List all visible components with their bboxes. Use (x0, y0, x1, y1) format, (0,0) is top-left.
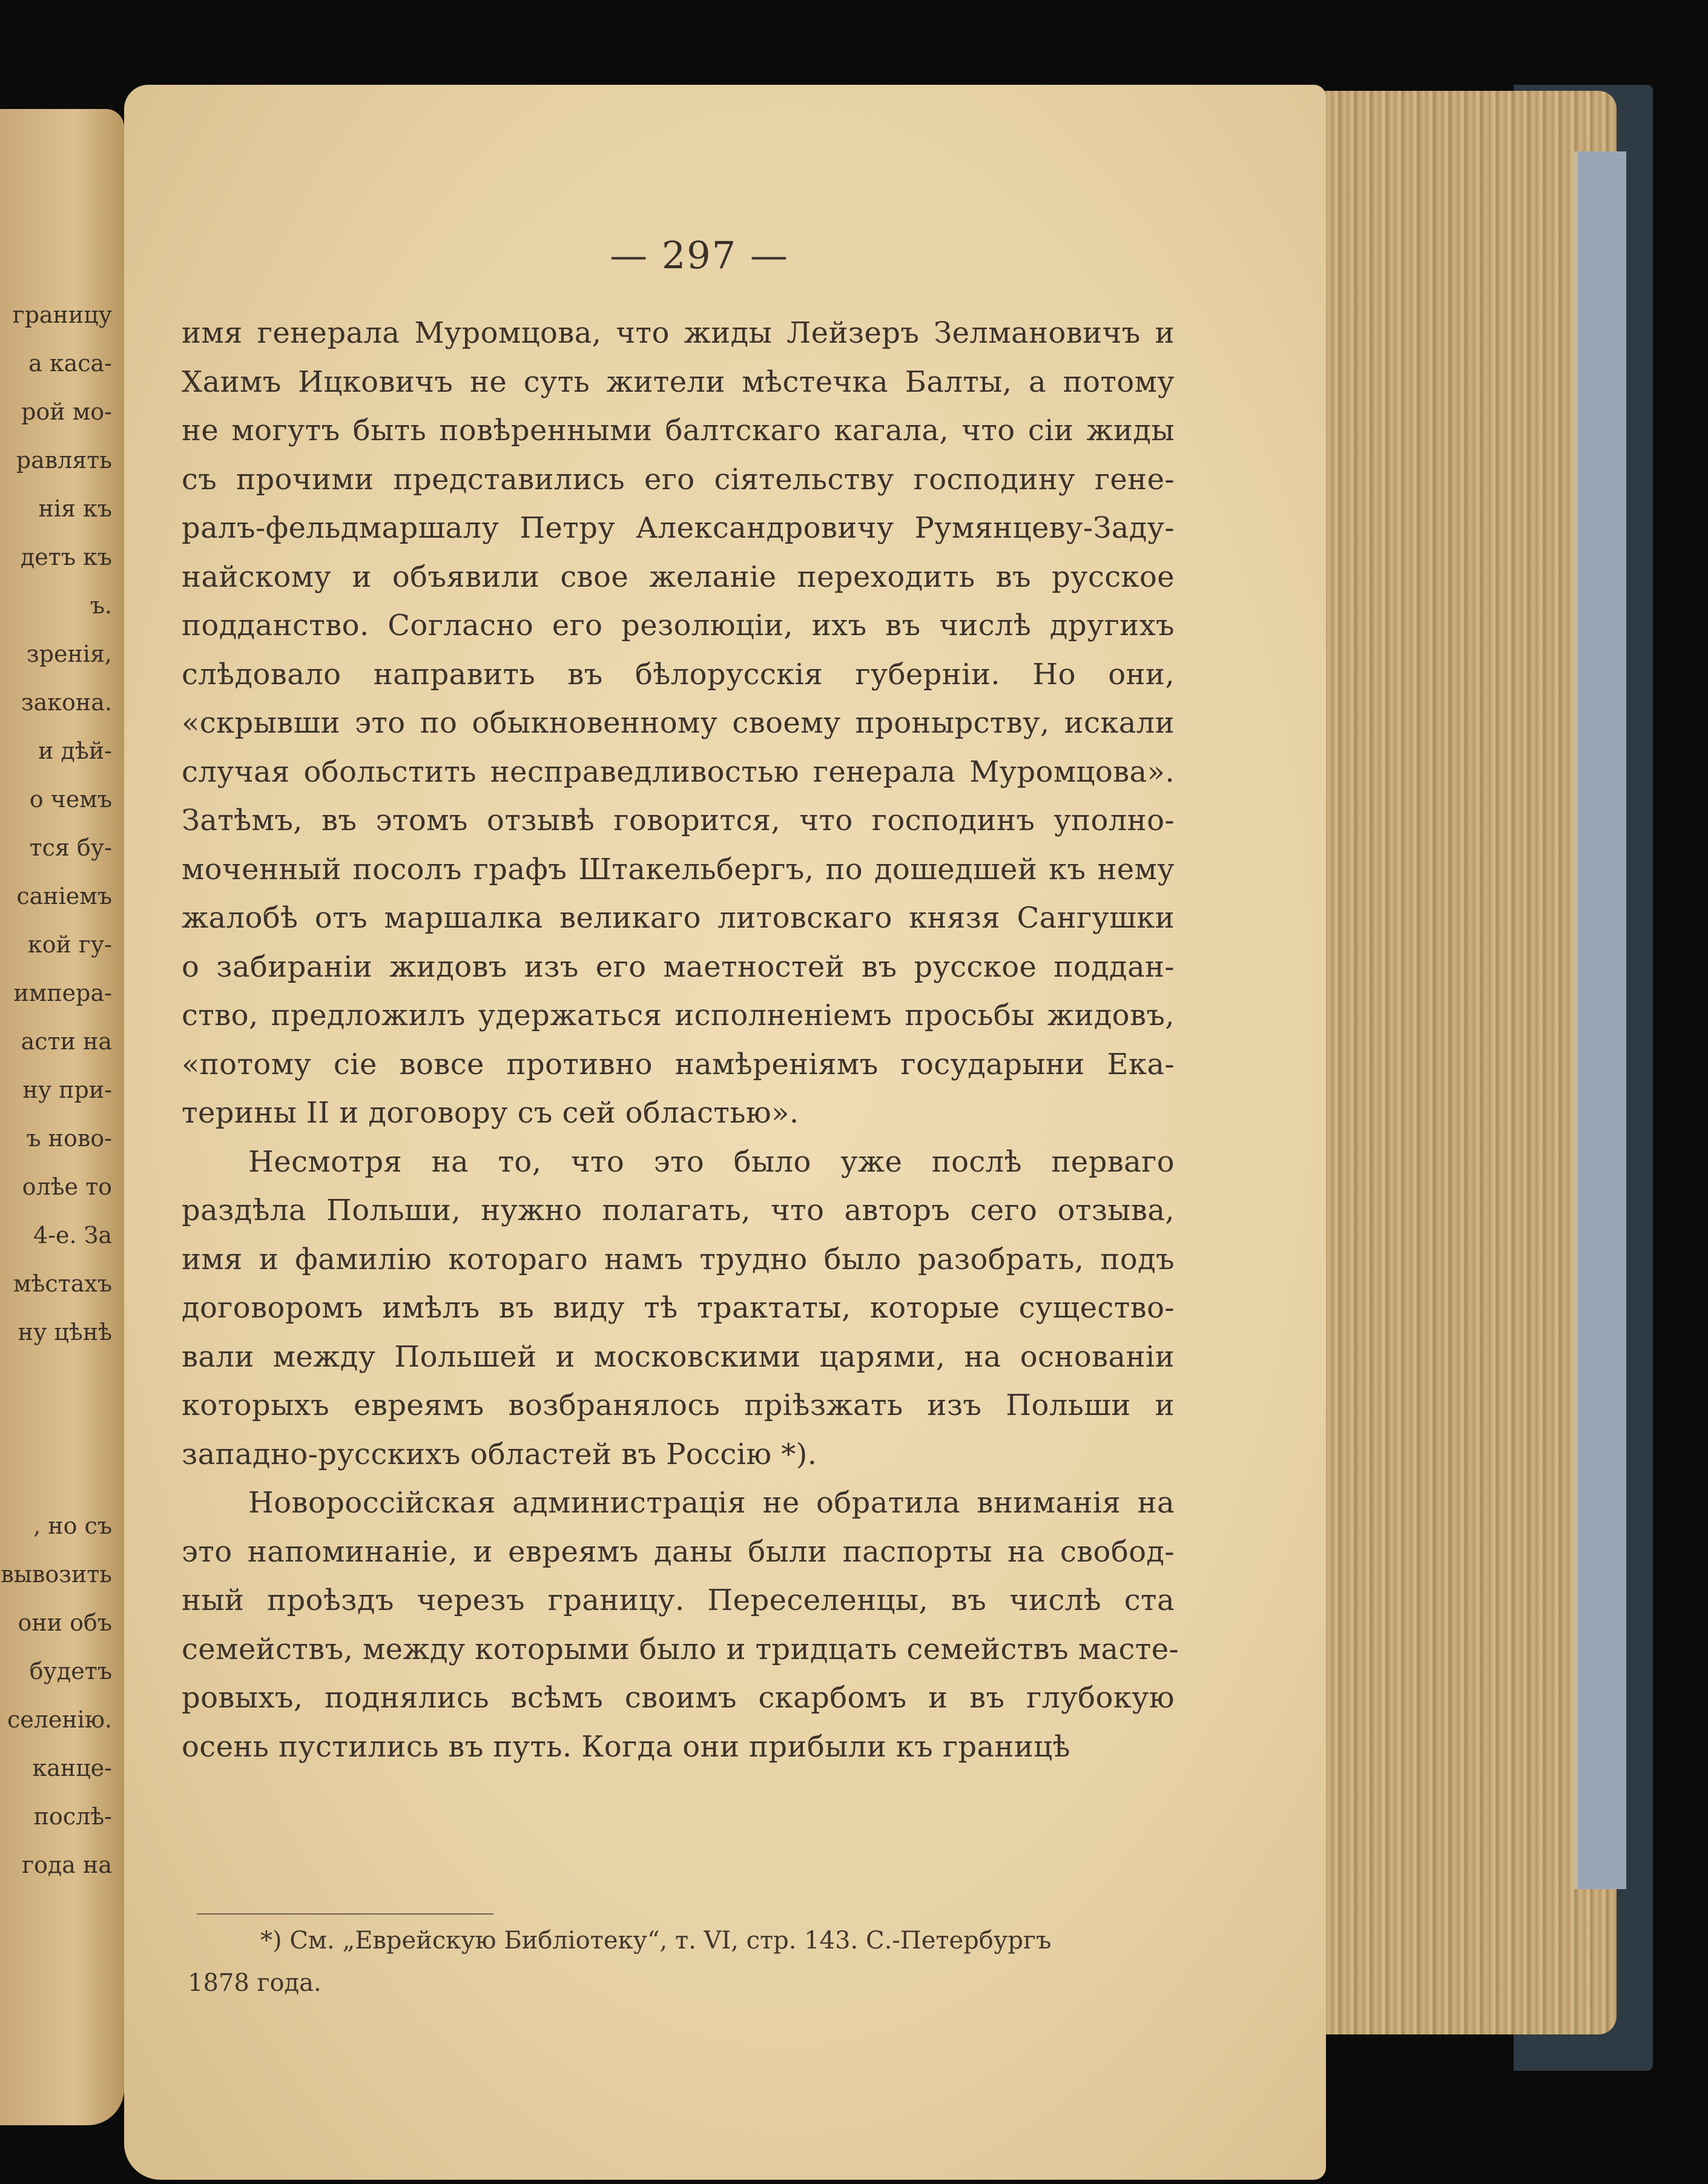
left-page-line: асти на (21, 1028, 112, 1055)
left-page-line: ъ ново- (26, 1125, 112, 1152)
left-page-line: , но съ (33, 1513, 112, 1539)
text-line: не могутъ быть повѣренными балтскаго кагала, что сіи жиды (182, 414, 1175, 447)
left-page-line: зренія, (26, 641, 112, 667)
text-line: «скрывши это по обыкновенному своему пронырству, искали (182, 706, 1175, 740)
left-page-line: закона. (21, 689, 112, 716)
left-page-gap (0, 1356, 112, 1502)
text-line: терины II и договору съ сей областью». (182, 1096, 799, 1130)
left-page-line: вывозить (1, 1561, 112, 1588)
left-page-line: послѣ- (33, 1803, 112, 1830)
text-line: Хаимъ Ицковичъ не суть жители мѣстечка Балты, а потому (182, 365, 1175, 399)
text-line: слѣдовало направить въ бѣлорусскія губерніи. Но они, (182, 657, 1175, 691)
left-page-line: 4-е. За (33, 1222, 112, 1249)
left-page-line: и дѣй- (38, 737, 112, 764)
text-line: ралъ-фельдмаршалу Петру Александровичу Румянцеву-Заду- (182, 511, 1175, 545)
left-page-line: ну цѣнѣ (18, 1319, 112, 1345)
footnote (185, 1919, 1153, 2004)
left-page-line: границу (12, 302, 112, 328)
left-page-line: детъ къ (20, 544, 112, 570)
left-page-line: санiемъ (16, 883, 112, 909)
body-text (182, 309, 1179, 1771)
left-page-line: селенію. (7, 1706, 112, 1733)
main-page (124, 85, 1326, 2180)
left-page-line: нія къ (38, 495, 112, 522)
text-line: случая обольстить несправедливостью генерала Муромцова». (182, 754, 1175, 789)
left-page-line: года на (22, 1852, 112, 1878)
footnote-rule (197, 1913, 493, 1915)
left-page-line: будетъ (29, 1658, 112, 1684)
text-line: подданство. Согласно его резолюціи, ихъ въ числѣ другихъ (182, 609, 1175, 642)
left-page-line: ну при- (22, 1077, 112, 1103)
text-line: Новороссійская администрація не обратила вниманія на (248, 1486, 1175, 1520)
left-page-line: а каса- (28, 350, 112, 377)
text-line: Несмотря на то, что это было уже послѣ перваго (248, 1144, 1175, 1179)
left-page-line: ъ. (90, 592, 112, 619)
text-line: жалобѣ отъ маршалка великаго литовскаго князя Сангушки (182, 901, 1175, 935)
page-edges (1302, 91, 1617, 2034)
text-line: осень пустились въ путь. Когда они прибыли къ границѣ (182, 1729, 1070, 1764)
left-page-line: тся бу- (29, 834, 112, 861)
text-line: съ прочими представились его сіятельству господину гене- (182, 462, 1175, 497)
left-page-line: олѣе то (22, 1173, 112, 1200)
left-page-line: о чемъ (29, 786, 112, 813)
text-line: Затѣмъ, въ этомъ отзывѣ говорится, что господинъ уполно- (182, 803, 1175, 837)
text-line: имя и фамилію котораго намъ трудно было разобрать, подъ (182, 1242, 1175, 1276)
text-line: западно-русскихъ областей въ Россію *). (182, 1437, 817, 1471)
text-line: раздѣла Польши, нужно полагать, что авторъ сего отзыва, (182, 1193, 1175, 1227)
footnote-line: *) См. „Еврейскую Библіотеку“, т. VI, стр. 143. С.-Петербургъ (260, 1927, 1052, 1955)
text-line: ровыхъ, поднялись всѣмъ своимъ скарбомъ и въ глубокую (182, 1681, 1175, 1715)
left-page-line: кой гу- (27, 931, 112, 958)
left-page-line: рой мо- (21, 398, 112, 425)
left-page-line: равлять (16, 447, 112, 473)
text-line: которыхъ евреямъ возбранялось пріѣзжать изъ Польши и (182, 1388, 1175, 1422)
text-line: договоромъ имѣлъ въ виду тѣ трактаты, которые существо- (182, 1291, 1175, 1325)
text-line: вали между Польшей и московскими царями, на основаніи (182, 1339, 1175, 1374)
text-line: ный проѣздъ черезъ границу. Переселенцы, въ числѣ ста (182, 1583, 1175, 1617)
text-line: о забираніи жидовъ изъ его маетностей въ русское поддан- (182, 949, 1175, 984)
left-page-line: импера- (13, 980, 112, 1006)
left-page-text (0, 291, 112, 1889)
left-page-line: они объ (18, 1609, 112, 1636)
text-line: это напоминаніе, и евреямъ даны были паспорты на свобод- (182, 1534, 1175, 1569)
text-line: моченный посолъ графъ Штакельбергъ, по дошедшей къ нему (182, 852, 1175, 886)
left-page-line: мѣстахъ (13, 1270, 112, 1297)
inner-cover (1574, 151, 1626, 1889)
text-line: семействъ, между которыми было и тридцать семействъ масте- (182, 1632, 1179, 1666)
text-line: найскому и объявили свое желаніе переходить въ русское (182, 559, 1175, 594)
left-page-line: канце- (32, 1755, 112, 1781)
text-line: ство, предложилъ удержаться исполненіемъ просьбы жидовъ, (182, 998, 1175, 1032)
left-page (0, 109, 124, 2125)
text-line: «потому сіе вовсе противно намѣреніямъ государыни Ека- (182, 1047, 1175, 1081)
footnote-line: 1878 года. (188, 1969, 321, 1997)
page-number: — 297 — (610, 233, 789, 277)
text-line: имя генерала Муромцова, что жиды Лейзеръ Зелмановичъ и (182, 316, 1175, 350)
